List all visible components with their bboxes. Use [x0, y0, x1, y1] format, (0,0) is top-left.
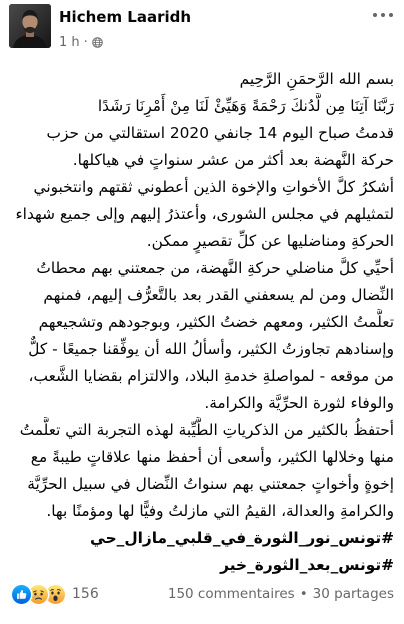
more-dot — [381, 13, 385, 17]
sad-icon[interactable] — [29, 585, 48, 604]
post-text-line: أحيِّي كلَّ مناضلي حركةِ النَّهضة، من جمعتني بهم محطاتُ — [36, 259, 394, 277]
post-text-line: لتمثيلهم في مجلس الشورى، وأعتذرُ إليهم وإلى جميع شهداء — [15, 205, 394, 223]
post-text-line: والكرامةِ والعدالة، القيمُ التي مازلتُ وفيًّا لها ومؤمنًا بها. — [46, 502, 394, 520]
post-text-line: قدمتُ صباح اليوم 14 جانفي 2020 استقالتي من حزب — [46, 124, 394, 142]
post-text-line: إخوةٍ وأخواتٍ جمعتني بهم سنواتُ النِّضال في سبيل الحرِّيَّة — [27, 475, 394, 493]
post-paragraph — [10, 417, 394, 525]
more-dot — [389, 13, 393, 17]
post-text-line: وإسنادهم تجاوزتُ الكثير، وأسألُ الله أن يوفِّقنا جميعًا - كلٌّ — [28, 340, 394, 358]
post-paragraph — [10, 66, 394, 93]
share-count-link[interactable]: 30 partages — [312, 586, 394, 602]
hashtag-link[interactable]: #تونس_نور_الثورة_في_قلبي_مازال_حي — [90, 529, 394, 547]
post-text — [10, 66, 394, 579]
post-text-line: أحتفظُ بالكثير من الذكرياتِ الطَّيِّبة لهذه التجربة التي تعلَّمتُ — [19, 421, 394, 439]
post-paragraph — [10, 255, 394, 417]
author-name[interactable]: Hichem Laaridh — [59, 8, 192, 26]
post-header — [0, 0, 404, 60]
reaction-summary[interactable] — [12, 584, 99, 604]
globe-icon — [92, 37, 103, 48]
author-avatar[interactable] — [9, 4, 51, 48]
post-text-line: والوفاء لثورة الحرِّيَّة والكرامة. — [204, 394, 394, 412]
hashtag-list — [10, 525, 394, 579]
like-icon[interactable] — [12, 585, 31, 604]
post-text-line: تعلَّمتُ الكثير، ومعهم خضتُ الكثير، وبوجودهم وتشجيعهم — [38, 313, 394, 331]
post-meta — [59, 34, 103, 50]
post-paragraph — [10, 120, 394, 174]
hashtag-link[interactable]: #تونس_بعد_الثورة_خير — [220, 556, 394, 574]
post-text-line: الحركةِ ومناضليها عن كلِّ تقصيرٍ ممكن. — [146, 232, 394, 250]
more-options-icon[interactable] — [373, 9, 393, 21]
wow-icon[interactable] — [46, 585, 65, 604]
post-text-line: من موقعه - لمواصلةِ خدمةِ البلاد، والالتزام بقضايا الشَّعب، — [28, 367, 394, 385]
more-dot — [373, 13, 377, 17]
post-text-line: رَبَّنَا آتِنَا مِن لَّدُنكَ رَحْمَةً وَهَيِّئْ لَنَا مِنْ أَمْرِنَا رَشَدًا — [97, 97, 394, 115]
post-timestamp[interactable]: 1 h — [59, 34, 80, 50]
post-text-line: حركة النَّهضة بعد أكثر من عشر سنواتٍ في هياكلها. — [72, 151, 394, 169]
comment-count-link[interactable]: 150 commentaires — [167, 586, 295, 602]
engagement-bar — [0, 582, 404, 606]
post-text-line: أشكرُ كلَّ الأخواتِ والإخوة الذين أعطوني ثقتهم وانتخبوني — [33, 178, 394, 196]
post-text-line: بسم الله الرَّحمَنِ الرَّحِيم — [239, 70, 394, 88]
stats-separator: • — [299, 586, 308, 602]
post-text-line: منها وخلالها الكثير، وأسعى أن أحفظ منها علاقاتٍ طيبةً مع — [30, 448, 394, 466]
reaction-count[interactable]: 156 — [72, 586, 99, 602]
meta-separator: · — [83, 34, 88, 50]
post-paragraph — [10, 93, 394, 120]
avatar-photo — [9, 4, 51, 48]
post-text-line: النِّضال ومن لم يسعفني القدر بعد بالتَّعرُّف إليهم، فمنهم — [43, 286, 394, 304]
post-paragraph — [10, 174, 394, 255]
engagement-stats — [168, 585, 394, 603]
